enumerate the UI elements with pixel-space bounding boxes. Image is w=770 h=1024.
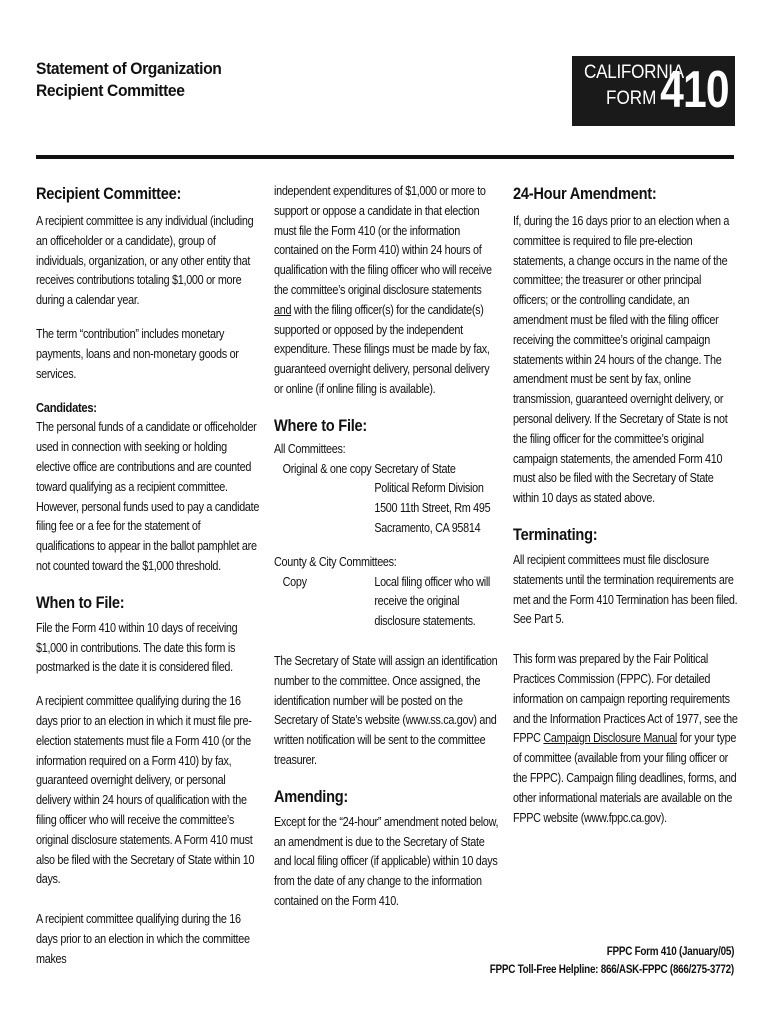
- address-secretary-of-state: [274, 460, 499, 539]
- heading-where-to-file: Where to File:: [274, 415, 368, 435]
- title-line-2: Recipient Committee: [36, 81, 185, 100]
- address-line: Sacramento, CA 95814: [374, 520, 481, 535]
- paragraph-when-2: A recipient committee qualifying during the 16 days prior to an election in which it must file pre-election statements must file a Form 410 (or the information required on a Form 410) by fax, guaranteed overnight delivery, or personal delivery within 24 hours of qualification with the filing officer who will receive the committee’s original disclosure statements. A Form 410 must also be filed with the Secretary of State within 10 days.: [36, 694, 255, 887]
- heading-when-to-file: When to File:: [36, 592, 125, 612]
- text-fragment: with the filing officer(s) for the candidate(s) supported or opposed by the independent expenditure. These filings must be made by fax, guaranteed overnight delivery, personal delivery or online (if online filing is available).: [274, 302, 490, 396]
- heading-candidates: Candidates:: [36, 400, 97, 416]
- address-local-filing-officer: [274, 573, 499, 632]
- label-original-copy: Original & one copy: [282, 461, 372, 476]
- underlined-and: and: [274, 302, 292, 317]
- paragraph-independent-expenditures: [274, 182, 499, 400]
- state-label: CALIFORNIA: [584, 62, 684, 83]
- heading-terminating: Terminating:: [513, 524, 598, 544]
- column-3: [513, 182, 739, 828]
- paragraph-recipient-committee: A recipient committee is any individual (including an officeholder or a candidate), group of individuals, organization, or any other entity that receives contributions totaling $1,000 or more during a calendar year.: [36, 214, 254, 308]
- title-line-1: Statement of Organization: [36, 59, 222, 78]
- text-fragment: This form was prepared by the Fair Political Practices Commission (FPPC). For detailed information on campaign reporting requirements and the Information Practices Act of 1977, see the FPPC: [513, 652, 738, 746]
- document-title: [36, 58, 238, 102]
- label-copy: Copy: [282, 574, 307, 589]
- footer-helpline: FPPC Toll-Free Helpline: 866/ASK-FPPC (866/275-3772): [489, 964, 734, 976]
- address-line: Secretary of State: [374, 461, 456, 476]
- paragraph-amending: Except for the “24-hour” amendment noted below, an amendment is due to the Secretary of State and local filing officer (if applicable) within 10 days from the date of any change to the information contained on the Form 410.: [274, 814, 499, 908]
- paragraph-contribution: The term “contribution” includes monetary payments, loans and non-monetary goods or services.: [36, 326, 239, 381]
- paragraph-when-3: A recipient committee qualifying during the 16 days prior to an election in which the committee makes: [36, 912, 250, 966]
- label-county-city-committees: County & City Committees:: [274, 554, 397, 569]
- paragraph-sos-id: The Secretary of State will assign an identification number to the committee. Once assigned, the identification number will be posted on the Secretary of State’s website (www.ss.ca.gov) and written notification will be sent to the committee treasurer.: [274, 653, 498, 767]
- form-word: FORM: [606, 88, 657, 109]
- paragraph-24-hour-amendment: If, during the 16 days prior to an election when a committee is required to file pre-election statements, a change occurs in the name of the committee; the treasurer or other principal officers; or the controlling candidate, an amendment must be filed with the filing officer receiving the committee’s original campaign statements within 24 hours of the change. The amendment must be sent by fax, online transmission, guaranteed overnight delivery, or personal delivery. If the Secretary of State is not the filing officer for the committee’s original campaign statements, the amended Form 410 must also be filed with the Secretary of State within 10 days as stated above.: [513, 214, 730, 506]
- column-2: [274, 182, 500, 912]
- address-line: disclosure statements.: [374, 614, 476, 629]
- label-all-committees: All Committees:: [274, 441, 346, 456]
- address-line: Local filing officer who will: [374, 574, 491, 589]
- paragraph-terminating: All recipient committees must file disclosure statements until the termination requirements are met and the Form 410 Termination has been filed. See Part 5.: [513, 552, 738, 627]
- paragraph-candidates: The personal funds of a candidate or officeholder used in connection with seeking or holding elective office are contributions and are counted toward qualifying as a recipient committee. However, personal funds used to pay a candidate filing fee or a fee for the statement of qualifications to appear in the ballot pamphlet are not counted toward the $1,000 threshold.: [36, 420, 260, 573]
- text-fragment: independent expenditures of $1,000 or more to support or oppose a candidate in that election must file the Form 410 (or the information contained on the Form 410) within 24 hours of qualification with the filing officer who will receive the committee’s original disclosure statements: [274, 184, 492, 297]
- header-divider: [36, 155, 734, 159]
- address-line: 1500 11th Street, Rm 495: [374, 501, 491, 516]
- paragraph-fppc-info: [513, 650, 738, 828]
- column-1: [36, 182, 262, 970]
- address-line: Political Reform Division: [374, 481, 484, 496]
- paragraph-when-1: File the Form 410 within 10 days of receiving $1,000 in contributions. The date this form is postmarked is the date it is considered filed.: [36, 620, 238, 675]
- form-number-box: [572, 56, 735, 126]
- text-fragment: for your type of committee (available from your filing officer or the FPPC). Campaign filing deadlines, forms, and other informational materials are available on the FPPC website (www.fppc.ca.gov).: [513, 731, 737, 825]
- manual-title: Campaign Disclosure Manual: [543, 731, 678, 746]
- footer-form-version: FPPC Form 410 (January/05): [606, 946, 734, 958]
- heading-recipient-committee: Recipient Committee:: [36, 184, 182, 203]
- heading-24-hour-amendment: 24-Hour Amendment:: [513, 184, 657, 203]
- form-number: 410: [660, 61, 729, 119]
- heading-amending: Amending:: [274, 786, 349, 806]
- address-line: receive the original: [374, 594, 460, 609]
